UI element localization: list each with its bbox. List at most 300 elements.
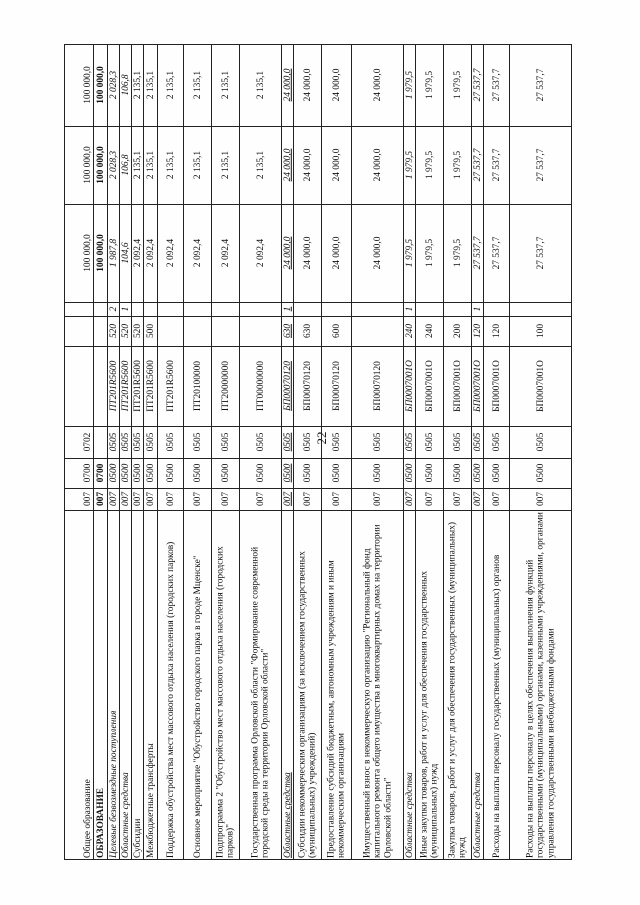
cell-total [132,204,144,302]
cell-text-total: 1 979,5 [424,238,435,268]
cell-y1 [94,126,108,204]
cell-text-pr: 0505 [424,432,435,452]
cell-text-y1: 24 000,0 [372,148,383,182]
cell-text-src: 2 [108,306,119,312]
cell-text-src: 1 [472,306,483,312]
cell-text-rz: 0500 [302,463,313,483]
cell-text-grbs: 007 [452,491,463,507]
cell-text-csr: БП0007001О [404,360,415,412]
cell-y2 [158,44,184,126]
cell-text-y1: 27 537,7 [535,148,546,182]
cell-grbs [212,488,240,510]
cell-text-y1: 24 000,0 [302,148,313,182]
cell-text-y1: 2 135,1 [165,150,176,180]
cell-grbs [82,488,94,510]
cell-text-name: Субсидии некоммерческим организациям (за исключением государственных (муниципальных) учреждений) [297,551,318,858]
cell-csr [322,346,352,426]
cell-name [444,510,472,860]
cell-y1 [132,126,144,204]
cell-vr [404,316,416,346]
cell-text-src: 1 [120,306,131,312]
cell-rz [444,458,472,488]
cell-y1 [294,126,322,204]
cell-text-total: 2 092,4 [255,238,266,268]
cell-text-csr: ПТ00000000 [255,361,266,411]
cell-pr [444,426,472,458]
cell-src [444,302,472,316]
cell-rz [120,458,132,488]
column-divider [64,204,572,205]
cell-text-name: Общее образование [82,779,93,858]
cell-vr [120,316,132,346]
table-row [352,44,404,860]
cell-vr [144,316,158,346]
cell-rz [212,458,240,488]
table-row [322,44,352,860]
cell-name [82,510,94,860]
cell-text-y1: 2 135,1 [220,150,231,180]
cell-grbs [108,488,120,510]
cell-text-name: Имущественный взнос в некоммерческую организацию "Региональный фонд капитального ремонта общего имущества в многоквартирных домах на территории Орловской области" [361,524,393,858]
page-number: 22 [314,431,329,445]
cell-text-vr: 630 [302,323,313,339]
cell-y2 [322,44,352,126]
cell-text-grbs: 007 [372,491,383,507]
cell-total [240,204,282,302]
cell-text-total: 1 987,8 [108,238,119,268]
cell-csr [404,346,416,426]
cell-total [94,204,108,302]
column-divider [64,458,572,459]
cell-text-src: 1 [282,306,293,312]
cell-vr [82,316,94,346]
cell-name [404,510,416,860]
cell-src [132,302,144,316]
cell-text-pr: 0505 [145,432,156,452]
cell-text-pr: 0505 [372,432,383,452]
cell-text-rz: 0500 [255,463,266,483]
table-row [240,44,282,860]
cell-y2 [184,44,212,126]
cell-text-total: 2 092,4 [165,238,176,268]
cell-y2 [352,44,404,126]
cell-y1 [472,126,484,204]
cell-text-y2: 2 135,1 [145,70,156,100]
cell-total [158,204,184,302]
cell-grbs [282,488,294,510]
cell-text-pr: 0505 [452,432,463,452]
cell-text-y1: 2 135,1 [132,150,143,180]
cell-vr [472,316,484,346]
cell-csr [282,346,294,426]
cell-rz [416,458,444,488]
cell-text-name: Целевые безвозмездные поступления [108,710,119,858]
cell-csr [212,346,240,426]
cell-text-y1: 24 000,0 [331,148,342,182]
cell-pr [212,426,240,458]
cell-src [484,302,510,316]
cell-y2 [416,44,444,126]
budget-table [64,44,572,860]
cell-text-y2: 24 000,0 [302,68,313,102]
cell-pr [108,426,120,458]
cell-src [294,302,322,316]
cell-text-rz: 0500 [472,463,483,483]
table-row [82,44,94,860]
cell-grbs [510,488,572,510]
cell-csr [158,346,184,426]
cell-y2 [294,44,322,126]
cell-name [282,510,294,860]
cell-pr [184,426,212,458]
cell-grbs [144,488,158,510]
cell-text-rz: 0500 [132,463,143,483]
cell-src [82,302,94,316]
cell-pr [294,426,322,458]
cell-text-vr: 520 [108,323,119,339]
cell-name [94,510,108,860]
cell-text-grbs: 007 [145,491,156,507]
cell-csr [240,346,282,426]
cell-y1 [158,126,184,204]
cell-grbs [444,488,472,510]
cell-name [322,510,352,860]
cell-text-rz: 0500 [192,463,203,483]
cell-y2 [94,44,108,126]
cell-pr [158,426,184,458]
cell-text-y2: 1 979,5 [404,70,415,100]
cell-text-name: Областные средства [282,772,293,858]
cell-text-total: 27 537,7 [535,236,546,270]
cell-text-csr: БП0007001О [472,360,483,412]
cell-pr [404,426,416,458]
cell-rz [144,458,158,488]
cell-text-csr: ПТ201R5600 [108,360,119,412]
cell-rz [352,458,404,488]
cell-text-total: 24 000,0 [282,236,293,270]
cell-rz [82,458,94,488]
cell-total [444,204,472,302]
cell-text-grbs: 007 [255,491,266,507]
cell-src [240,302,282,316]
column-divider [64,346,572,347]
cell-src [416,302,444,316]
cell-text-name: Расходы на выплаты персоналу государственных (муниципальных) органов [491,554,502,858]
cell-total [484,204,510,302]
table-row [282,44,294,860]
cell-text-rz: 0500 [282,463,293,483]
cell-vr [444,316,472,346]
cell-y1 [240,126,282,204]
cell-src [158,302,184,316]
cell-total [322,204,352,302]
cell-text-grbs: 007 [120,491,131,507]
cell-rz [240,458,282,488]
cell-text-y1: 106,8 [120,154,131,176]
cell-y1 [352,126,404,204]
cell-src [352,302,404,316]
cell-text-grbs: 007 [165,491,176,507]
cell-y1 [82,126,94,204]
table-row [416,44,444,860]
cell-csr [484,346,510,426]
cell-text-pr: 0505 [108,432,119,452]
cell-pr [484,426,510,458]
cell-text-grbs: 007 [331,491,342,507]
cell-grbs [132,488,144,510]
cell-y2 [120,44,132,126]
table-row [144,44,158,860]
cell-grbs [416,488,444,510]
cell-text-name: Областные средства [120,772,131,858]
cell-text-y1: 100 000,0 [82,146,93,184]
table-row [212,44,240,860]
table-row [472,44,484,860]
cell-text-y1: 2 135,1 [145,150,156,180]
cell-name [472,510,484,860]
cell-y1 [444,126,472,204]
cell-text-rz: 0500 [424,463,435,483]
cell-text-rz: 0500 [372,463,383,483]
cell-text-rz: 0500 [452,463,463,483]
cell-text-y2: 2 028,3 [108,70,119,100]
cell-text-y2: 2 135,1 [192,70,203,100]
cell-src [184,302,212,316]
table-rows [64,44,572,860]
cell-text-y1: 100 000,0 [95,146,106,184]
cell-grbs [472,488,484,510]
cell-text-pr: 0505 [535,432,546,452]
cell-text-csr: ПТ20000000 [220,361,231,411]
cell-text-rz: 0500 [491,463,502,483]
cell-text-y2: 27 537,7 [472,68,483,102]
cell-y2 [472,44,484,126]
cell-grbs [404,488,416,510]
cell-csr [472,346,484,426]
cell-text-name: Предоставление субсидий бюджетным, автономным учреждениям и иным некоммерческим организациям [326,560,347,858]
cell-csr [108,346,120,426]
cell-pr [282,426,294,458]
column-divider [64,426,572,427]
cell-text-y2: 27 537,7 [491,68,502,102]
cell-y1 [212,126,240,204]
cell-y2 [510,44,572,126]
cell-y2 [82,44,94,126]
cell-pr [144,426,158,458]
cell-grbs [484,488,510,510]
cell-text-y2: 100 000,0 [82,66,93,104]
cell-text-grbs: 007 [192,491,203,507]
cell-text-rz: 0500 [108,463,119,483]
cell-y1 [108,126,120,204]
cell-text-name: Областные средства [404,772,415,858]
cell-rz [282,458,294,488]
cell-grbs [158,488,184,510]
cell-csr [416,346,444,426]
cell-text-rz: 0500 [331,463,342,483]
cell-text-y2: 2 135,1 [132,70,143,100]
cell-vr [158,316,184,346]
column-divider [64,316,572,317]
cell-text-vr: 120 [472,323,483,339]
cell-csr [94,346,108,426]
cell-vr [484,316,510,346]
cell-pr [240,426,282,458]
cell-text-total: 100 000,0 [82,234,93,272]
cell-y2 [132,44,144,126]
cell-grbs [352,488,404,510]
cell-text-y1: 27 537,7 [472,148,483,182]
cell-text-total: 100 000,0 [95,234,106,272]
cell-csr [132,346,144,426]
cell-text-y1: 24 000,0 [282,148,293,182]
cell-text-name: Межбюджетные трансферты [145,743,156,858]
cell-name [132,510,144,860]
cell-vr [108,316,120,346]
cell-text-total: 24 000,0 [302,236,313,270]
cell-text-grbs: 007 [220,491,231,507]
cell-text-y1: 2 028,3 [108,150,119,180]
cell-rz [510,458,572,488]
cell-text-total: 24 000,0 [372,236,383,270]
cell-pr [416,426,444,458]
cell-text-y2: 24 000,0 [372,68,383,102]
cell-name [484,510,510,860]
cell-text-csr: БП0007001О [535,360,546,412]
cell-pr [120,426,132,458]
table-row [404,44,416,860]
cell-pr [132,426,144,458]
cell-y2 [240,44,282,126]
cell-total [294,204,322,302]
cell-name [212,510,240,860]
cell-total [352,204,404,302]
cell-pr [82,426,94,458]
cell-csr [294,346,322,426]
cell-grbs [322,488,352,510]
cell-name [352,510,404,860]
cell-text-pr: 0505 [491,432,502,452]
cell-text-rz: 0500 [220,463,231,483]
cell-text-total: 24 000,0 [331,236,342,270]
cell-y1 [510,126,572,204]
cell-name [158,510,184,860]
cell-name [108,510,120,860]
cell-text-y2: 106,8 [120,74,131,96]
cell-text-name: Расходы на выплаты персоналу в целях обеспечения выполнения функций государственными (муниципальными) органами, казенными учреждениями, органами управления государственными внебюджетными фондами [524,512,556,858]
cell-name [120,510,132,860]
cell-rz [294,458,322,488]
cell-rz [404,458,416,488]
cell-text-y1: 1 979,5 [424,150,435,180]
cell-rz [132,458,144,488]
cell-text-rz: 0500 [120,463,131,483]
cell-y2 [144,44,158,126]
cell-src [212,302,240,316]
cell-grbs [184,488,212,510]
cell-text-y2: 24 000,0 [331,68,342,102]
cell-text-y2: 24 000,0 [282,68,293,102]
cell-text-pr: 0702 [82,432,93,452]
cell-y1 [282,126,294,204]
cell-csr [82,346,94,426]
cell-text-pr: 0505 [220,432,231,452]
cell-y2 [282,44,294,126]
cell-text-grbs: 007 [404,491,415,507]
cell-total [108,204,120,302]
cell-src [472,302,484,316]
cell-pr [94,426,108,458]
cell-text-rz: 0500 [404,463,415,483]
cell-total [510,204,572,302]
cell-text-pr: 0505 [132,432,143,452]
cell-y1 [120,126,132,204]
cell-text-src: 1 [404,306,415,312]
cell-text-vr: 240 [404,323,415,339]
cell-pr [472,426,484,458]
cell-text-name: Субсидии [132,818,143,858]
cell-text-total: 2 092,4 [192,238,203,268]
table-row [108,44,120,860]
cell-text-total: 1 979,5 [452,238,463,268]
cell-total [144,204,158,302]
cell-text-grbs: 007 [132,491,143,507]
cell-text-y1: 2 135,1 [255,150,266,180]
cell-text-grbs: 007 [491,491,502,507]
cell-text-vr: 600 [331,323,342,339]
cell-vr [294,316,322,346]
cell-text-name: Областные средства [472,772,483,858]
cell-text-pr: 0505 [192,432,203,452]
cell-text-vr: 100 [535,323,546,339]
cell-grbs [120,488,132,510]
cell-text-csr: БП0007001О [491,360,502,412]
cell-src [108,302,120,316]
cell-text-pr: 0505 [255,432,266,452]
cell-pr [510,426,572,458]
cell-text-pr: 0505 [331,432,342,452]
cell-vr [132,316,144,346]
cell-text-y1: 1 979,5 [452,150,463,180]
cell-text-vr: 520 [132,323,143,339]
cell-text-y1: 2 135,1 [192,150,203,180]
cell-text-csr: ПТ201R5600 [165,360,176,412]
column-divider [64,510,572,511]
cell-text-pr: 0505 [472,432,483,452]
cell-y2 [108,44,120,126]
cell-text-grbs: 007 [472,491,483,507]
cell-total [472,204,484,302]
cell-text-y1: 27 537,7 [491,148,502,182]
cell-text-grbs: 007 [535,491,546,507]
cell-rz [94,458,108,488]
cell-vr [416,316,444,346]
cell-vr [322,316,352,346]
cell-rz [484,458,510,488]
cell-text-total: 2 092,4 [132,238,143,268]
cell-y1 [144,126,158,204]
table-row [444,44,472,860]
cell-text-csr: ПТ201R5600 [120,360,131,412]
cell-text-csr: БП00070120 [302,361,313,411]
cell-grbs [294,488,322,510]
cell-src [510,302,572,316]
cell-text-grbs: 007 [302,491,313,507]
cell-text-name: Закупка товаров, работ и услуг для обеспечения государственных (муниципальных) нужд [447,522,468,858]
cell-vr [282,316,294,346]
cell-total [120,204,132,302]
cell-text-csr: ПТ201R5600 [145,360,156,412]
